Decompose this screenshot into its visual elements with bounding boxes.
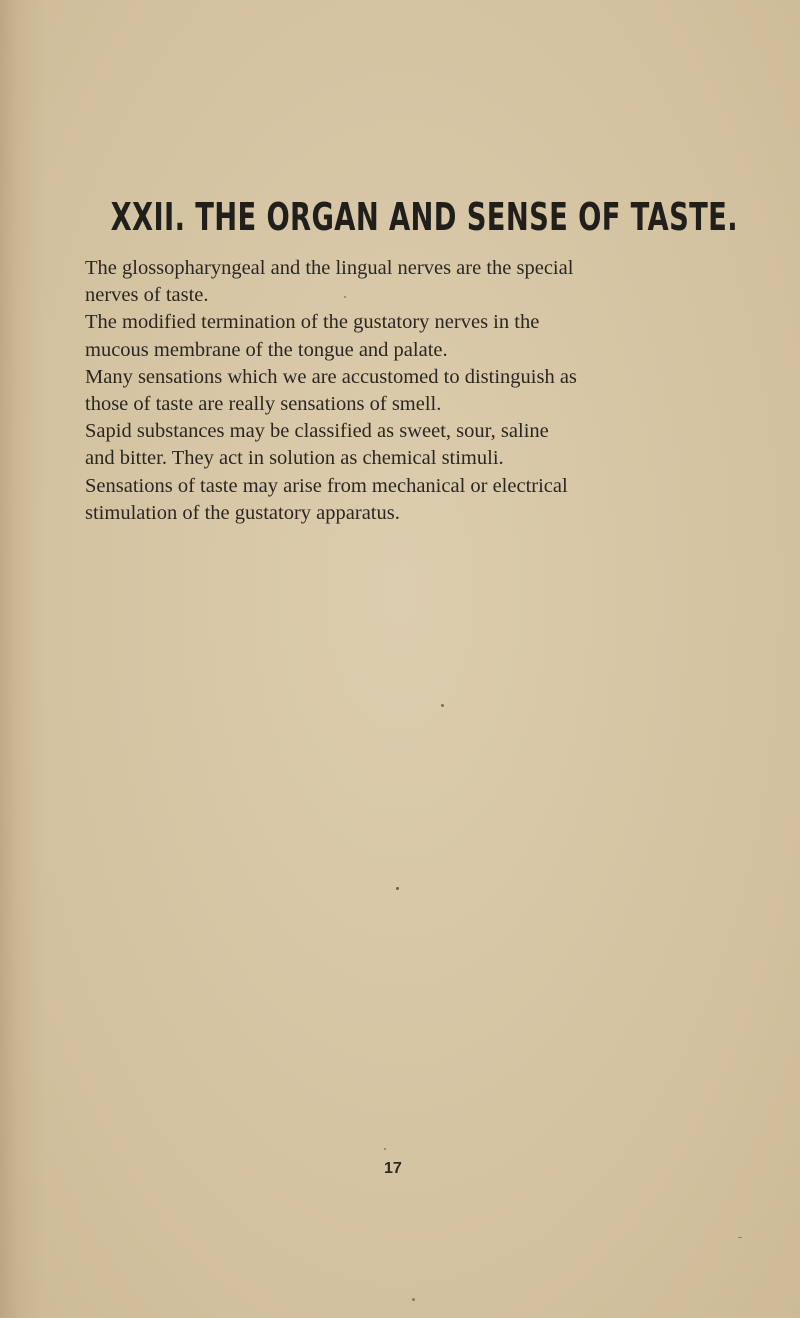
text-line: The glossopharyngeal and the lingual nerves are the special	[85, 257, 574, 279]
text-line: The modified termination of the gustatory nerves in the	[85, 311, 540, 334]
chapter-heading: XXII. THE ORGAN AND SENSE OF TASTE.	[110, 195, 738, 239]
body-text	[85, 255, 725, 527]
paragraph	[85, 309, 725, 363]
text-line: stimulation of the gustatory apparatus.	[85, 501, 400, 524]
paper-speck	[384, 1148, 386, 1150]
page-number: 17	[384, 1160, 402, 1177]
text-line: Many sensations which we are accustomed to distinguish as	[85, 365, 577, 388]
paper-speck	[441, 704, 444, 707]
text-line: Sensations of taste may arise from mechanical or electrical	[85, 474, 568, 497]
paragraph	[85, 364, 725, 418]
paragraph	[85, 418, 725, 472]
text-line: Sapid substances may be classified as sweet, sour, saline	[85, 420, 549, 443]
text-line: those of taste are really sensations of smell.	[85, 393, 442, 416]
paper-speck	[344, 296, 346, 298]
paper-speck	[396, 887, 399, 890]
text-line: nerves of taste.	[85, 284, 209, 307]
paragraph	[85, 473, 725, 527]
text-line: and bitter. They act in solution as chemical stimuli.	[85, 447, 504, 470]
paragraph	[85, 255, 725, 309]
paper-speck	[412, 1298, 415, 1301]
paper-speck	[738, 1237, 742, 1238]
text-line: mucous membrane of the tongue and palate.	[85, 338, 448, 361]
